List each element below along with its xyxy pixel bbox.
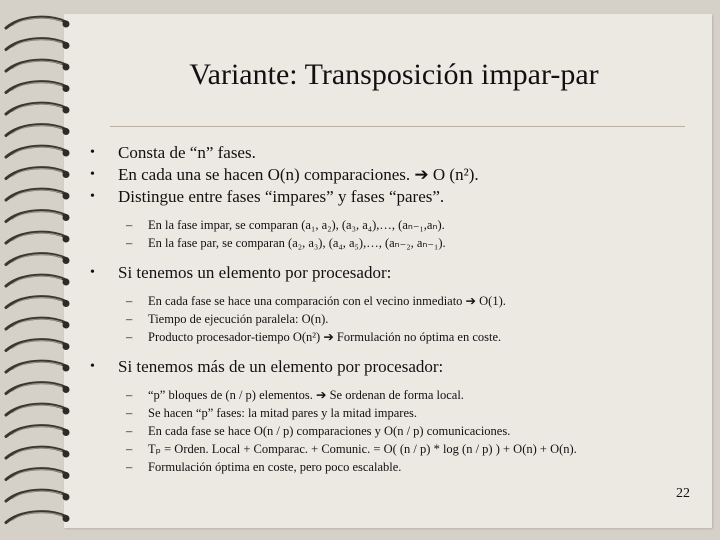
bullet-text: Si tenemos más de un elemento por procesador:	[118, 357, 444, 376]
binding-hole	[63, 193, 70, 200]
binding-coil	[6, 383, 66, 394]
binding-hole	[63, 365, 70, 372]
dash-marker: –	[126, 406, 133, 420]
dash-marker: –	[126, 330, 133, 344]
binding-coil	[6, 469, 66, 480]
binding-coil	[6, 512, 66, 523]
dash-marker: –	[126, 236, 133, 250]
bullet-item	[90, 142, 690, 164]
binding-hole	[63, 515, 70, 522]
bullet-marker: •	[90, 145, 95, 160]
spiral-binding	[0, 0, 80, 540]
binding-coil	[6, 17, 66, 28]
binding-coil	[6, 340, 66, 351]
binding-hole	[63, 429, 70, 436]
binding-coil	[6, 275, 66, 286]
binding-hole	[63, 236, 70, 243]
sub-bullet-text: Se hacen “p” fases: la mitad pares y la mitad impares.	[148, 406, 417, 420]
binding-hole	[63, 171, 70, 178]
binding-coil	[6, 447, 66, 458]
dash-marker: –	[126, 442, 133, 456]
sub-bullet-text: Tₚ = Orden. Local + Comparac. + Comunic. = O( (n / p) * log (n / p) ) + O(n) + O(n).	[148, 442, 577, 456]
binding-coil	[6, 103, 66, 114]
binding-hole	[63, 279, 70, 286]
sub-bullet-item	[90, 440, 690, 458]
binding-coil	[6, 146, 66, 157]
sub-bullet-item	[90, 328, 690, 346]
sub-bullet-item	[90, 234, 690, 252]
binding-coil	[6, 254, 66, 265]
binding-coil	[6, 404, 66, 415]
bullet-item	[90, 164, 690, 186]
bullet-marker: •	[90, 265, 95, 280]
dash-marker: –	[126, 312, 133, 326]
binding-hole	[63, 343, 70, 350]
binding-coil	[6, 318, 66, 329]
binding-coil	[6, 297, 66, 308]
bullet-text: Consta de “n” fases.	[118, 143, 256, 162]
binding-hole	[63, 42, 70, 49]
bullet-text: En cada una se hacen O(n) comparaciones. ➔ O (n²).	[118, 165, 479, 184]
dash-marker: –	[126, 388, 133, 402]
binding-coil	[6, 60, 66, 71]
binding-hole	[63, 494, 70, 501]
sub-bullet-text: En cada fase se hace O(n / p) comparaciones y O(n / p) comunicaciones.	[148, 424, 511, 438]
binding-coil	[6, 426, 66, 437]
binding-hole	[63, 322, 70, 329]
binding-hole	[63, 107, 70, 114]
sub-bullet-text: En la fase impar, se comparan (a₁, a₂), (a₃, a₄),…, (aₙ₋₁,aₙ).	[148, 218, 445, 232]
binding-coil	[6, 125, 66, 136]
sub-bullet-text: En la fase par, se comparan (a₂, a₃), (a₄, a₅),…, (aₙ₋₂, aₙ₋₁).	[148, 236, 446, 250]
page-number: 22	[676, 486, 690, 501]
sub-bullet-item	[90, 386, 690, 404]
dash-marker: –	[126, 218, 133, 232]
sub-bullet-text: “p” bloques de (n / p) elementos. ➔ Se ordenan de forma local.	[148, 388, 464, 402]
bullet-text: Si tenemos un elemento por procesador:	[118, 263, 392, 282]
binding-hole	[63, 128, 70, 135]
bullet-item	[90, 356, 690, 378]
sub-bullet-item	[90, 292, 690, 310]
title-divider	[110, 126, 685, 127]
binding-hole	[63, 408, 70, 415]
slide-content	[90, 142, 690, 476]
binding-coil	[6, 189, 66, 200]
binding-coil	[6, 490, 66, 501]
sub-bullet-item	[90, 216, 690, 234]
binding-hole	[63, 150, 70, 157]
binding-hole	[63, 257, 70, 264]
binding-hole	[63, 300, 70, 307]
sub-bullet-text: En cada fase se hace una comparación con el vecino inmediato ➔ O(1).	[148, 294, 506, 308]
bullet-item	[90, 186, 690, 208]
bullet-marker: •	[90, 359, 95, 374]
bullet-marker: •	[90, 167, 95, 182]
binding-coil	[6, 39, 66, 50]
binding-hole	[63, 386, 70, 393]
binding-hole	[63, 85, 70, 92]
slide-title: Variante: Transposición impar-par	[189, 58, 599, 91]
dash-marker: –	[126, 424, 133, 438]
binding-coil	[6, 82, 66, 93]
sub-bullet-text: Producto procesador-tiempo O(n²) ➔ Formulación no óptima en coste.	[148, 330, 502, 344]
binding-hole	[63, 451, 70, 458]
sub-bullet-item	[90, 458, 690, 476]
binding-hole	[63, 214, 70, 221]
binding-coil	[6, 168, 66, 179]
dash-marker: –	[126, 460, 133, 474]
binding-hole	[63, 472, 70, 479]
sub-bullet-text: Tiempo de ejecución paralela: O(n).	[148, 312, 329, 326]
sub-bullet-text: Formulación óptima en coste, pero poco escalable.	[148, 460, 402, 474]
sub-bullet-item	[90, 422, 690, 440]
sub-bullet-item	[90, 404, 690, 422]
binding-coil	[6, 232, 66, 243]
bullet-text: Distingue entre fases “impares” y fases “pares”.	[118, 187, 445, 206]
dash-marker: –	[126, 294, 133, 308]
binding-coil	[6, 361, 66, 372]
bullet-item	[90, 262, 690, 284]
binding-coil	[6, 211, 66, 222]
binding-hole	[63, 64, 70, 71]
sub-bullet-item	[90, 310, 690, 328]
bullet-marker: •	[90, 189, 95, 204]
binding-hole	[63, 21, 70, 28]
